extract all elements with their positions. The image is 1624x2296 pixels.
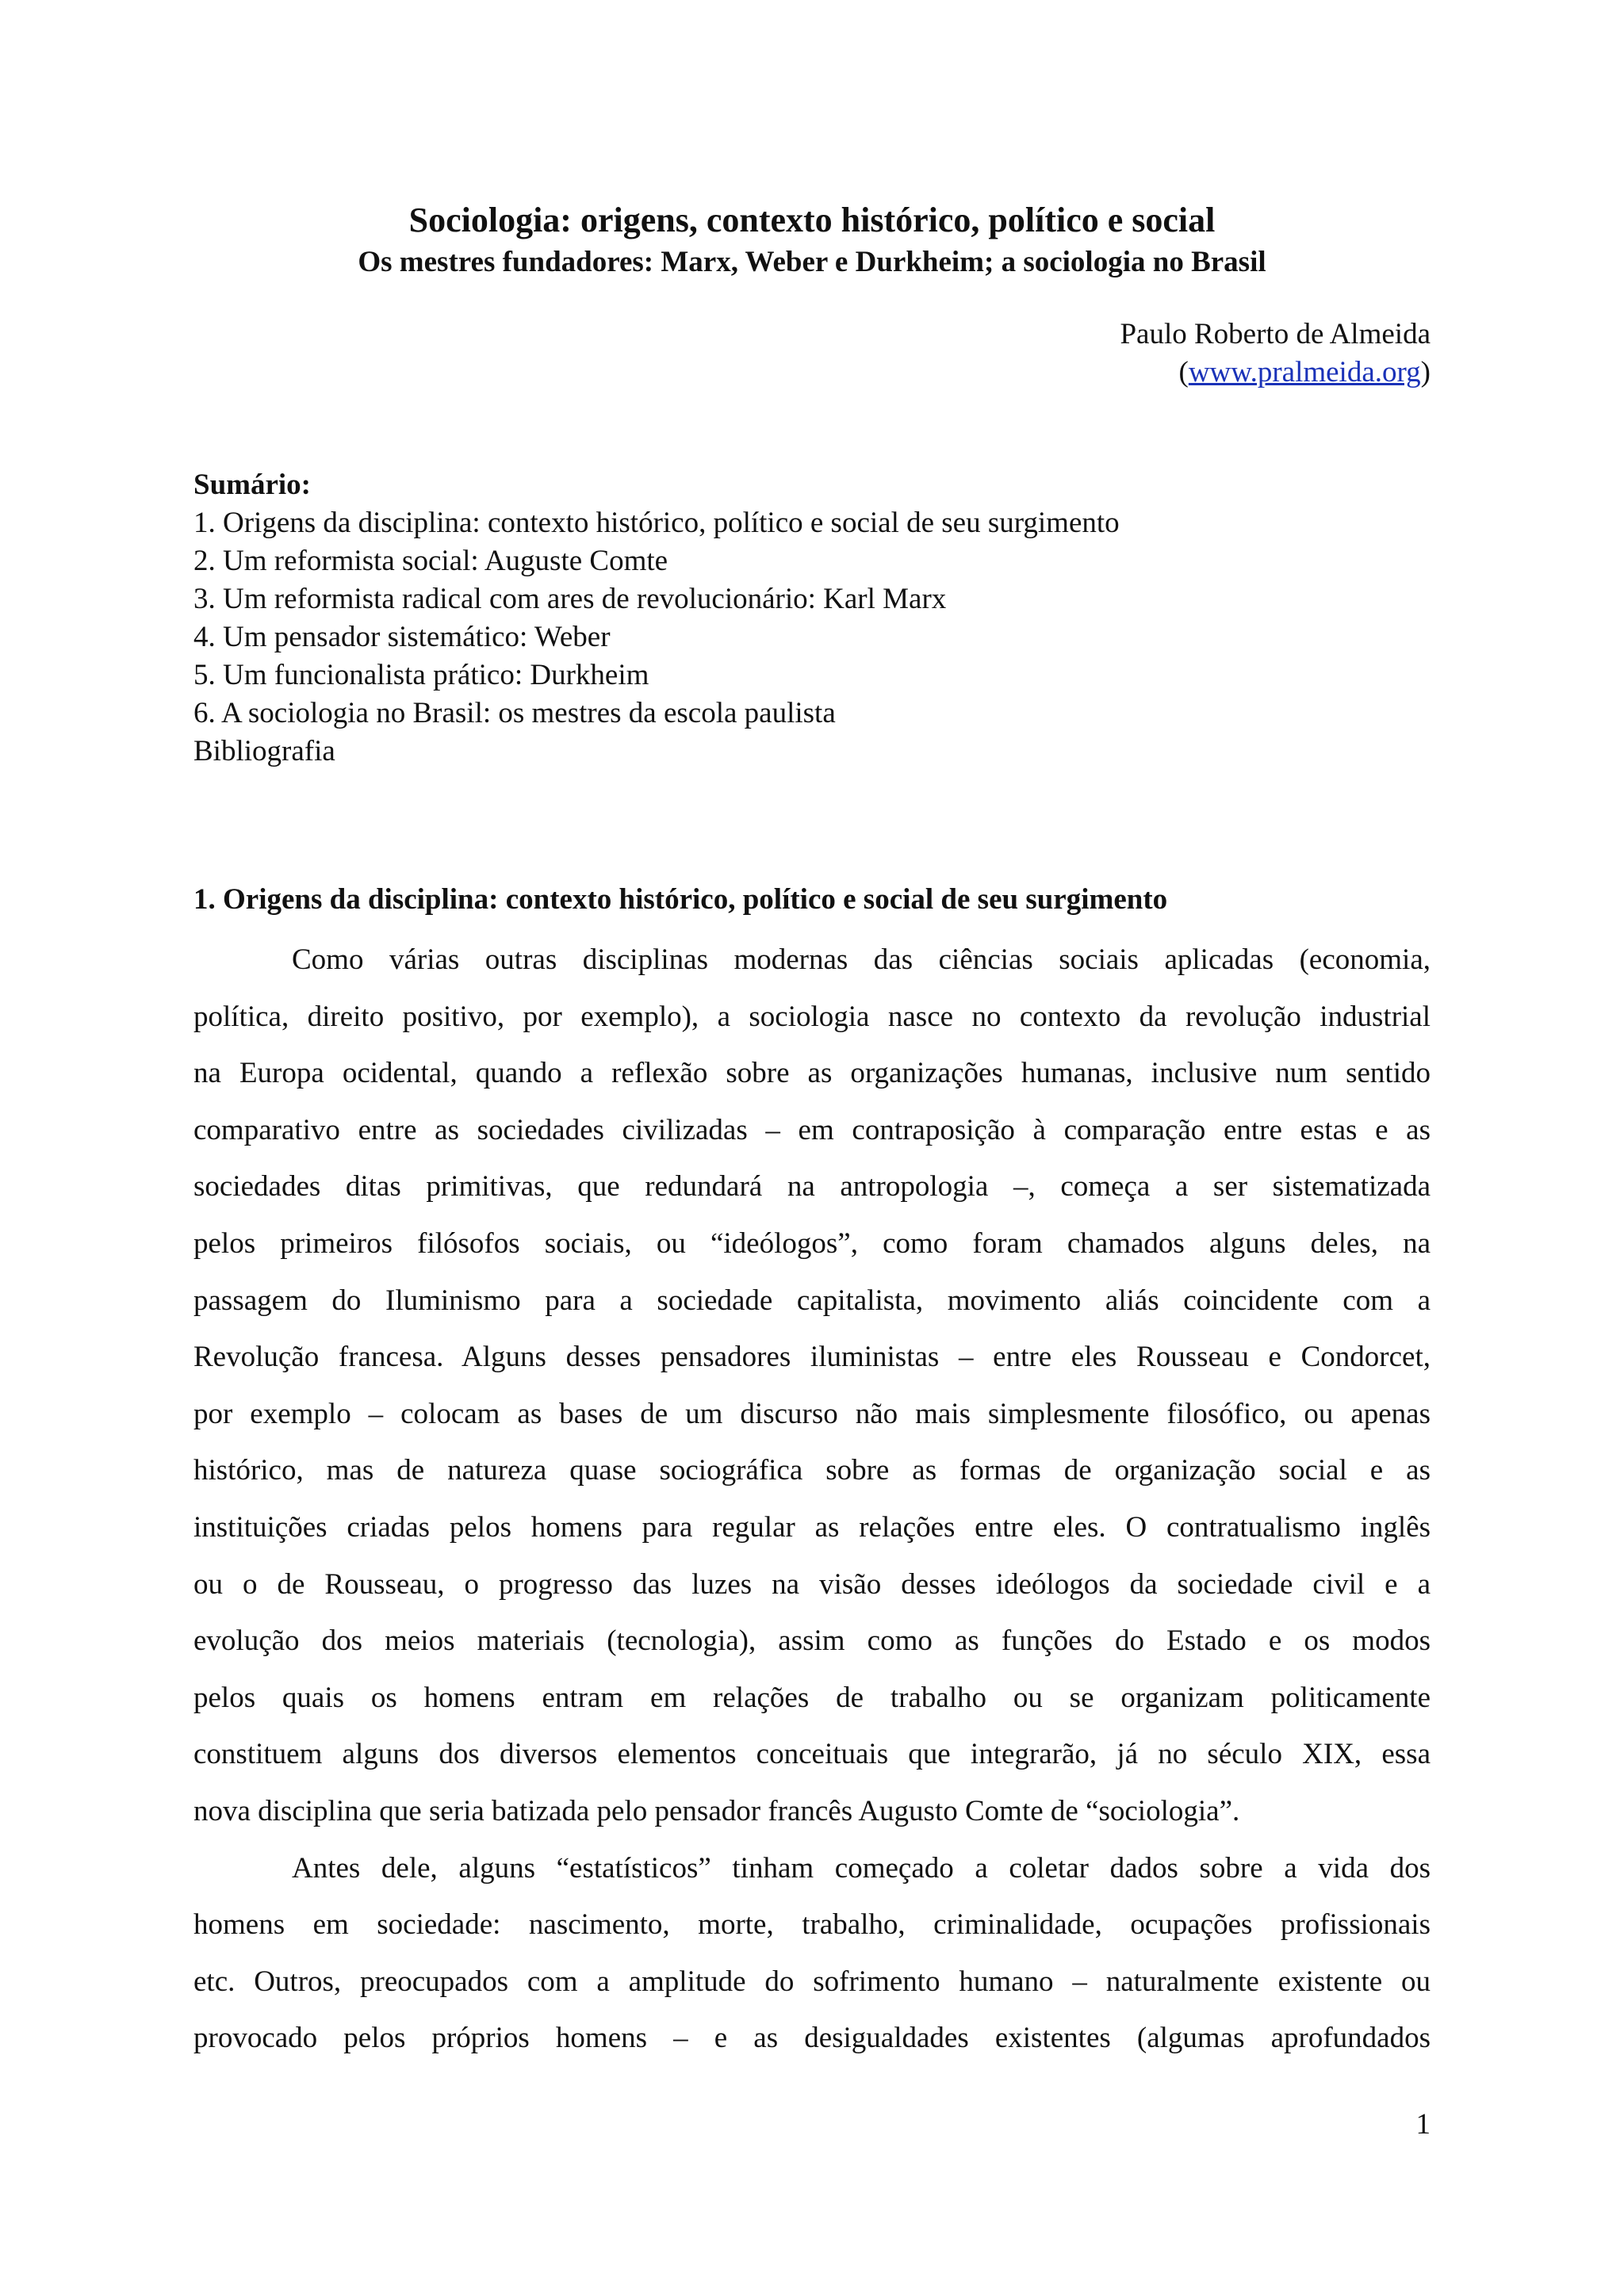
author-link-open: ( [1178, 356, 1189, 388]
section-body [193, 932, 1431, 2067]
paragraph-line: política, direito positivo, por exemplo), a sociologia nasce no contexto da revolução industrial [193, 1000, 1431, 1033]
paragraph-line: evolução dos meios materiais (tecnologia), assim como as funções do Estado e os modos [193, 1624, 1431, 1658]
paragraph-line: Como várias outras disciplinas modernas das ciências sociais aplicadas (economia, [292, 943, 1431, 976]
toc-item: 2. Um reformista social: Auguste Comte [193, 545, 668, 577]
page-number: 1 [1415, 2108, 1431, 2141]
paragraph-line: ou o de Rousseau, o progresso das luzes na visão desses ideólogos da sociedade civil e a [193, 1567, 1431, 1601]
author-link-close: ) [1420, 356, 1431, 388]
paragraph-line: Antes dele, alguns “estatísticos” tinham começado a coletar dados sobre a vida dos [292, 1851, 1431, 1885]
section-heading: 1. Origens da disciplina: contexto histórico, político e social de seu surgimento [193, 883, 1168, 916]
toc-item: 1. Origens da disciplina: contexto histórico, político e social de seu surgimento [193, 507, 1120, 539]
author-block [1120, 316, 1431, 392]
toc-heading: Sumário: [193, 469, 311, 501]
paragraph-line: histórico, mas de natureza quase sociográfica sobre as formas de organização social e as [193, 1454, 1431, 1487]
paragraph-1 [193, 932, 1431, 1840]
paragraph-line: comparativo entre as sociedades civilizadas – em contraposição à comparação entre estas e as [193, 1113, 1431, 1146]
paragraph-line: Revolução francesa. Alguns desses pensadores iluministas – entre eles Rousseau e Condorcet, [193, 1341, 1431, 1374]
paragraph-line: instituições criadas pelos homens para regular as relações entre eles. O contratualismo inglês [193, 1510, 1431, 1544]
paragraph-line: homens em sociedade: nascimento, morte, trabalho, criminalidade, ocupações profissionais [193, 1908, 1431, 1942]
toc-item: Bibliografia [193, 735, 335, 767]
toc-item: 5. Um funcionalista prático: Durkheim [193, 659, 649, 691]
toc-item: 3. Um reformista radical com ares de revolucionário: Karl Marx [193, 583, 947, 615]
paragraph-line: provocado pelos próprios homens – e as desigualdades existentes (algumas aprofundados [193, 2022, 1431, 2055]
paragraph-2 [193, 1840, 1431, 2067]
paragraph-line: passagem do Iluminismo para a sociedade capitalista, movimento aliás coincidente com a [193, 1284, 1431, 1317]
paragraph-line: sociedades ditas primitivas, que redundará na antropologia –, começa a ser sistematizada [193, 1170, 1431, 1203]
paragraph-line: constituem alguns dos diversos elementos conceituais que integrarão, já no século XIX, essa [193, 1738, 1431, 1771]
document-title: Sociologia: origens, contexto histórico, político e social [408, 201, 1216, 239]
table-of-contents [193, 466, 1120, 771]
paragraph-line: pelos quais os homens entram em relações de trabalho ou se organizam politicamente [193, 1681, 1431, 1714]
paragraph-line: nova disciplina que seria batizada pelo pensador francês Augusto Comte de “sociologia”. [193, 1794, 1240, 1827]
toc-item: 6. A sociologia no Brasil: os mestres da escola paulista [193, 697, 836, 729]
author-website-link[interactable]: www.pralmeida.org [1188, 356, 1421, 388]
author-name: Paulo Roberto de Almeida [1120, 318, 1431, 350]
toc-item: 4. Um pensador sistemático: Weber [193, 621, 611, 653]
paragraph-line: pelos primeiros filósofos sociais, ou “ideólogos”, como foram chamados alguns deles, na [193, 1226, 1431, 1260]
paragraph-line: etc. Outros, preocupados com a amplitude do sofrimento humano – naturalmente existente ou [193, 1965, 1431, 1998]
paragraph-line: por exemplo – colocam as bases de um discurso não mais simplesmente filosófico, ou apenas [193, 1397, 1431, 1430]
author-website-line [1120, 354, 1431, 392]
document-subtitle: Os mestres fundadores: Marx, Weber e Durkheim; a sociologia no Brasil [358, 246, 1266, 278]
paragraph-line: na Europa ocidental, quando a reflexão sobre as organizações humanas, inclusive num sentido [193, 1057, 1431, 1090]
